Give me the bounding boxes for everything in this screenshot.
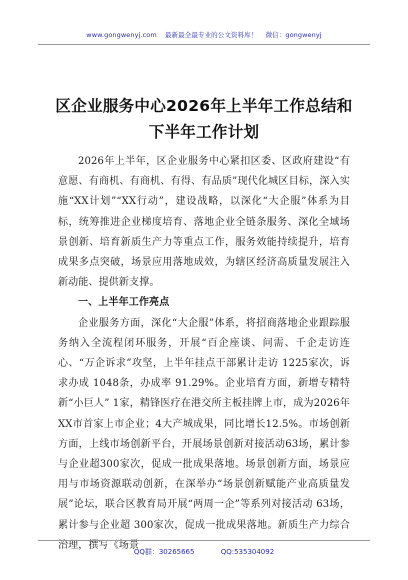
footer-divider (38, 540, 370, 541)
document-body (58, 152, 350, 556)
section-heading: 一、上半年工作亮点 (78, 297, 170, 309)
header-slogan: 最新最全最专业的公文资料库！ (164, 31, 258, 39)
section-paragraph: 企业服务方面，深化“大企服”体系，将招商落地企业跟踪服务纳入全流程闭环服务，开展“百企座谈、问需、千企走访连心、“万企诉求”攻坚，上半年挂点干部累计走访 1225家次，诉求办成 1048条，办成率 91.29%。企业培育方面，新增专精特新“小巨人” 1家，精锋医疗在港交所主板挂牌上市，成为2026年XX市首家上市企业；4大产城成果，同比增长12.5%。市场创新方面，上线市场创新平台，开展场景创新对接活动63场，累计参与企业超300家次，促成一批成果落地。场景创新方面，场景应用与市场资源联动创新，在深举办“场景创新赋能产业高质量发展”论坛，联合区教育局开展“两周一企”等系列对接活动 63场，累计参与企业超 300家次，促成一批成果落地。新质生产力综合治理，撰写《场景 (58, 317, 350, 551)
footer-qq: QQ:535304092 (220, 548, 275, 556)
page-header (40, 30, 368, 39)
document-title (40, 93, 368, 145)
footer-qq-group: QQ群：30265665 (133, 548, 195, 556)
title-line-1: 区企业服务中心2026年上半年工作总结和 (55, 97, 353, 115)
intro-paragraph: 2026年上半年，区企业服务中心紧扣区委、区政府建设“有意愿、有商机、有商机、有得、有品质”现代化城区目标，深入实施“XX计划”“XX行动”，建设战略，以深化“大企服”体系为目标，统筹推进企业梯度培育、落地企业全链条服务、深化全域场景创新、培育新质生产力等重点工作，服务效能持续提升，培育成果多点突破，场景应用落地成效，为辖区经济高质量发展注入新动能、提供新支撑。 (58, 156, 350, 289)
page-footer (40, 547, 368, 557)
header-divider (38, 44, 370, 45)
header-wechat: 微信：gongwenyj (265, 31, 322, 39)
title-line-2: 下半年工作计划 (148, 123, 260, 141)
header-website[interactable]: www.gongwenyj.com (86, 31, 157, 39)
